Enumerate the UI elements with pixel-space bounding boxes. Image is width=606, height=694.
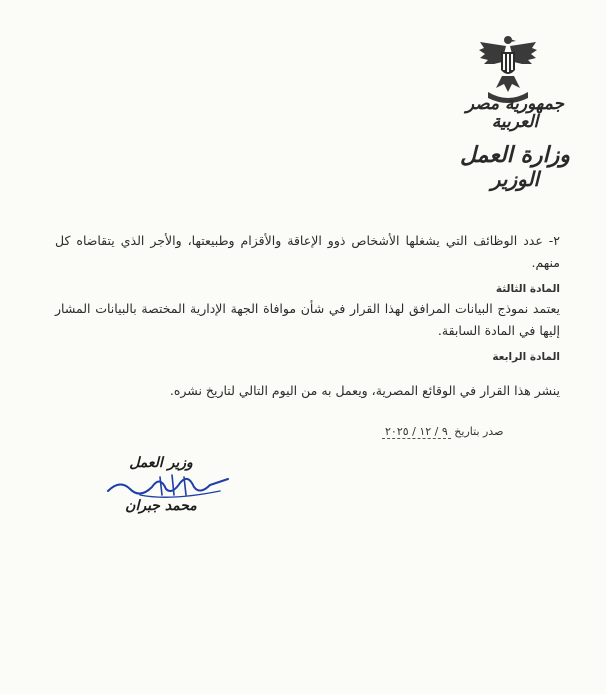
article2-item-text: ٢- عدد الوظائف التي يشغلها الأشخاص ذوو الإعاقة والأقزام وطبيعتها، والأجر الذي يتقاضاه كل منهم. — [55, 233, 560, 270]
letterhead-minister: الوزير — [490, 166, 540, 191]
issue-date-label: صدر بتاريخ — [454, 425, 504, 438]
issue-date — [382, 425, 503, 438]
letterhead-ministry: وزارة العمل — [460, 141, 570, 168]
article4-text: ينشر هذا القرار في الوقائع المصرية، ويعمل به من اليوم التالي لتاريخ نشره. — [169, 383, 560, 398]
minister-title: وزير العمل — [129, 455, 193, 471]
issue-date-value: ٩ / ١٢ / ٢٠٢٥ — [382, 425, 451, 439]
letterhead-country: جمهورية مصر العربية — [465, 94, 565, 132]
minister-name: محمد جبران — [125, 498, 197, 514]
article4-heading: المادة الرابعة — [492, 351, 560, 363]
article3-text: يعتمد نموذج البيانات المرافق لهذا القرار في شأن موافاة الجهة الإدارية المختصة بالبيانات المشار إليها في المادة السابقة. — [55, 301, 560, 338]
article3-heading: المادة الثالثة — [495, 283, 560, 295]
letterhead — [440, 96, 590, 190]
